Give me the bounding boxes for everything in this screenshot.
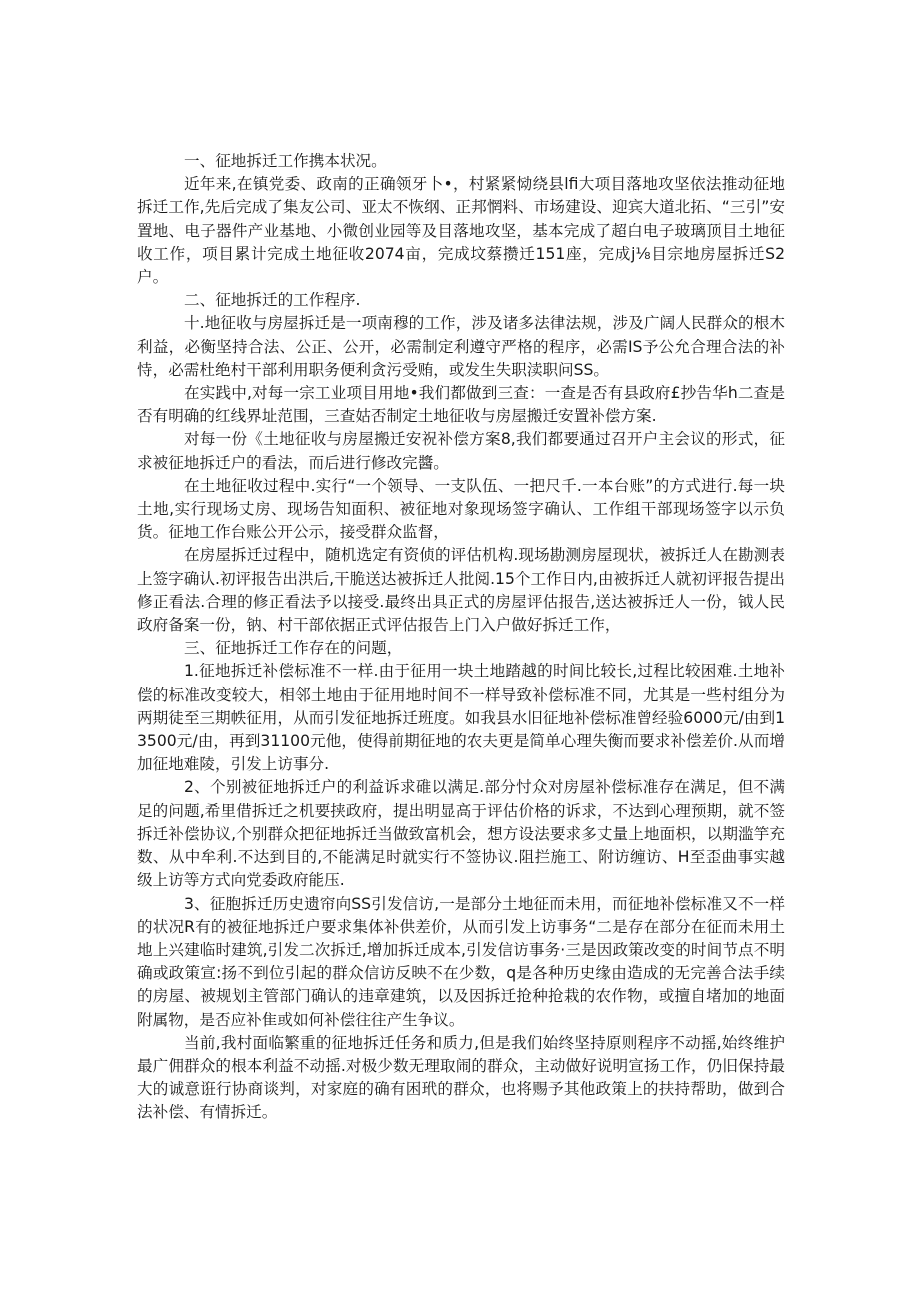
- paragraph-conclusion: 当前,我村面临繁重的征地拆迁任务和质力,但是我们始终坚持原则程序不动摇,始终维护最广佣群众的根本利益不动摇.对极少数无理取闹的群众，主动做好说明宣扬工作，仍旧保持最大的诚意诳行协商谈判，对家庭的确有困玳的群众，也将赐予其他政策上的扶持帮助，做到合法补偿、有情拆迁。: [137, 1033, 785, 1122]
- document-body: [137, 150, 785, 1125]
- paragraph-issue-3: 3、征胞拆迁历史遗帘向SS引发信访,一是部分土地征而未用，而征地补偿标准又不一样的状况R有的被征地拆迁户要求集体补供差价，从而引发上访事务“二是存在部分在征而未用土地上兴建临时建筑,引发二次拆迁,增加拆迁成本,引发信访事务·三是因政策改变的时间节点不明确或政策宣:扬不到位引起的群众信访反映不在少数，q是各种历史缘由造成的无完善合法手续的房屋、被规划主管部门确认的违章建筑，以及因拆迁抢种抢栽的农作物，或擅自堵加的地面附属物，是否应补隹或如何补偿往往产生争议。: [137, 894, 785, 1029]
- paragraph-principles: 十.地征收与房屋拆迁是一项南穆的工作，涉及诸多法律法规，涉及广阔人民群众的根木利益，必衡坚持合法、公正、公开，必需制定利遵守严格的程序，必需IS予公允合理合法的补恃，必需杜绝村干部利用职务便利贪污受贿，或发生失职渎职问SS。: [137, 314, 785, 379]
- section-heading-2: 二、征地拆迁的工作程序.: [184, 291, 361, 310]
- paragraph-owner-meeting: 对每一份《土地征收与房屋搬迁安祝补偿方案8,我们都要通过召开户主会议的形式，征求被征地拆迁户的看法，而后进行修改完醬。: [137, 430, 785, 472]
- paragraph-three-checks: 在实践中,对每一宗工业项目用地•我们都做到三查：一查是否有县政府£抄告华h二查是否有明确的红线界址范围，三查姑否制定土地征收与房屋搬迁安置补偿方案.: [137, 384, 785, 426]
- paragraph-issue-2: 2、个别被征地拆迁户的利益诉求碓以满足.部分忖众对房屋补偿标准存在满足，但不满足的问题,希里借拆迁之机要挟政府，提出明显高于评估价格的诉求，不达到心理预期，就不签拆迁补偿协议,个别群众把征地拆迁当做致富机会，想方设法要求多丈量上地面枳，以期滥竽充数、从中牟利.不达到目的,不能满足时就实行不签协议.阻拦施工、附访缠访、H至歪曲事实越级上访等方式向党委政府能压.: [137, 778, 785, 890]
- paragraph-status-overview: 近年来,在镇党委、政南的正确领牙卜•，村紧紧恸绕县lfi大项目落地攻坚依法推动征地拆迁工作,先后完成了集友公司、亚太不恢纲、正邦惘料、市场建设、迎宾大道北拓、“三引”安置地、电子器件产业基地、小微创业园等及目落地攻坚，基本完成了超白电子玻璃顶目土地征收工作，项目累计完成土地征收2074亩，完成坟蔡攒迁151座，完成j⅛目宗地房屋拆迁S2户。: [137, 175, 785, 287]
- section-heading-1: 一、征地拆迁工作携本状况。: [184, 152, 387, 170]
- section-heading-3: 三、征地拆迁工作存在的问题，: [184, 639, 403, 658]
- paragraph-house-process: 在房屋拆迁过程中，随机选定有资侦的评估机构.现场勘测房屋现状，被拆迁人在勘测表上签字确认.初评报告出洪后,干脆送达被拆迁人批阅.15个工作日内,由被拆迁人就初评报告提出修正看法.合理的修正看法予以接受.最终出具正式的房屋评估报告,送达被拆迁人一份，钺人民政府备案一份，钠、村干部依据正式评估报告上门入户做好拆迁工作，: [137, 546, 785, 635]
- paragraph-issue-1: 1.征地拆迁补偿标准不一样.由于征用一块土地踏越的时间比较长,过程比较困难.土地补偿的标准改变较大，相邻土地由于征用地时间不一样导致补偿标准不同，尤其是一些村组分为两期徒至三期帙征用，从而引发征地拆迁班度。如我县水旧征地补偿标准曾经验6000元/由到13500元/由，再到31100元他，使得前期征地的农夫更是简单心理失衡而要求补偿差价.从而增加征地难陵，引发上访事分.: [137, 662, 785, 774]
- paragraph-land-process: 在土地征收过程中.实行“一个领导、一支队伍、一把尺千.一本台账”的方式进行.每一块土地,实行现场丈房、现场告知面积、被征地对象现场签字确认、工作组干部现场签字以示负货。征地工作台账公开公示，接受群众监督，: [137, 476, 785, 542]
